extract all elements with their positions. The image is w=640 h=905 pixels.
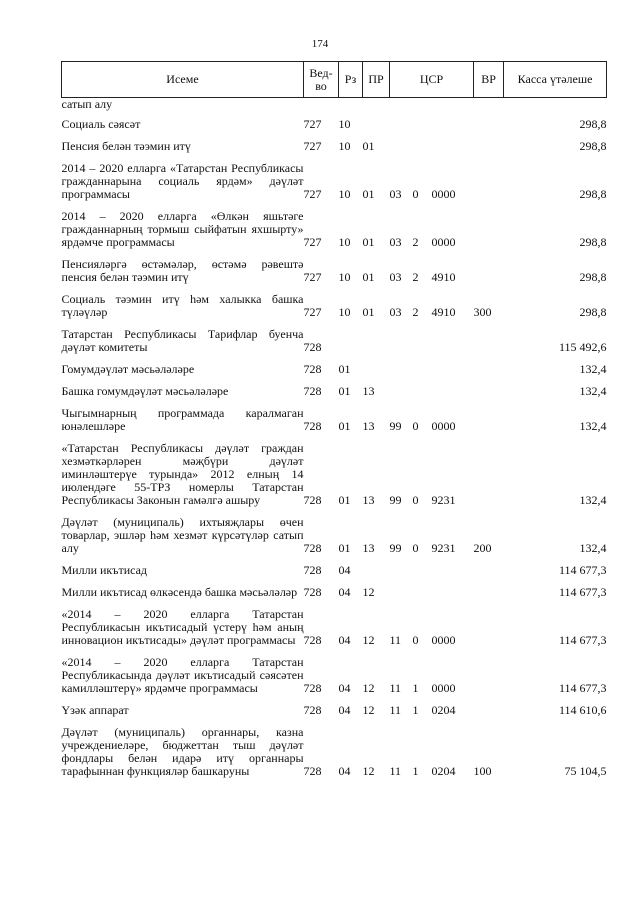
page-number: 174: [311, 38, 329, 50]
row-csr-program: 03: [389, 270, 402, 284]
row-ved: 728: [303, 681, 322, 695]
row-pr: [363, 98, 390, 112]
row-ved: 728: [303, 340, 322, 354]
header-rz: Рз: [339, 62, 363, 98]
row-pr: 13: [362, 384, 375, 398]
row-csr-subprogram: [413, 133, 432, 155]
row-sum: [504, 98, 607, 112]
header-ved: Вед-во: [304, 62, 339, 98]
row-rz: 04: [338, 633, 351, 647]
row-vr: [474, 356, 504, 378]
row-sum: 298,8: [579, 187, 607, 201]
row-vr: [474, 321, 504, 356]
row-vr: [474, 400, 504, 435]
row-vr: [474, 98, 504, 112]
row-csr-program: 03: [389, 187, 402, 201]
row-ved: 728: [303, 493, 322, 507]
row-csr-direction: [432, 133, 474, 155]
row-csr-program: [390, 321, 413, 356]
table-row: [62, 435, 607, 509]
row-csr-direction: [432, 98, 474, 112]
row-name: Чыгымнарның программада каралмаган юнәлешләре: [61, 406, 304, 433]
row-csr-subprogram: 0: [412, 187, 419, 201]
header-row: [62, 62, 607, 98]
row-name: 2014 – 2020 елларга «Өлкән яшьтәге гражданнарның тормыш сыйфатын яхшырту» ярдәмче программасы: [61, 209, 304, 249]
row-name: Милли икътисад: [61, 563, 148, 577]
row-csr-program: [390, 579, 413, 601]
table-row: [62, 251, 607, 286]
row-csr-program: [390, 557, 413, 579]
row-csr-program: 11: [389, 703, 402, 717]
row-rz: 10: [338, 235, 351, 249]
row-rz: 04: [338, 681, 351, 695]
row-rz: [339, 321, 363, 356]
row-sum: 132,4: [579, 362, 607, 376]
row-name: Социаль сәясәт: [61, 117, 141, 131]
row-vr: [474, 378, 504, 400]
row-csr-subprogram: [413, 356, 432, 378]
row-csr-subprogram: [413, 321, 432, 356]
row-csr-program: 99: [389, 419, 402, 433]
row-name: Милли икътисад өлкәсендә башка мәсьәләләр: [61, 585, 298, 599]
row-sum: 132,4: [579, 384, 607, 398]
row-vr: [474, 697, 504, 719]
row-vr: 200: [473, 541, 492, 555]
row-pr: 12: [362, 681, 375, 695]
row-sum: 132,4: [579, 493, 607, 507]
row-csr-subprogram: [413, 557, 432, 579]
table-row: [62, 98, 607, 112]
row-ved: 727: [303, 139, 322, 153]
row-rz: 01: [338, 362, 351, 376]
row-name: Татарстан Республикасы Тарифлар буенча дәүләт комитеты: [61, 327, 304, 354]
row-ved: 727: [303, 305, 322, 319]
row-pr: 01: [362, 305, 375, 319]
row-name: «Татарстан Республикасы дәүләт граждан хезмәткәрләрен мәҗбүри дәүләт иминләштерүе турында» 2012 елның 14 июлендәге 55-ТРЗ номерлы Татарстан Республикасы Законын гамәлгә ашыру: [61, 441, 304, 507]
row-rz: 04: [338, 585, 351, 599]
row-csr-direction: 0204: [431, 703, 456, 717]
row-rz: 10: [338, 270, 351, 284]
row-csr-direction: [432, 321, 474, 356]
row-csr-program: [390, 356, 413, 378]
row-vr: [474, 435, 504, 509]
table-row: [62, 133, 607, 155]
row-ved: 727: [303, 187, 322, 201]
row-name: Башка гомумдәүләт мәсьәләләре: [61, 384, 229, 398]
row-ved: 728: [303, 362, 322, 376]
row-pr: 01: [362, 270, 375, 284]
row-vr: [474, 155, 504, 203]
row-pr: 13: [362, 493, 375, 507]
table-row: [62, 378, 607, 400]
row-ved: [304, 98, 339, 112]
row-pr: [363, 321, 390, 356]
row-vr: 300: [473, 305, 492, 319]
row-csr-program: [390, 378, 413, 400]
row-csr-program: 11: [389, 633, 402, 647]
row-csr-subprogram: 1: [412, 681, 419, 695]
row-csr-subprogram: 2: [412, 305, 419, 319]
row-pr: 01: [362, 235, 375, 249]
header-pr: ПР: [363, 62, 390, 98]
row-csr-subprogram: 1: [412, 764, 419, 778]
row-ved: 728: [303, 563, 322, 577]
row-ved: 728: [303, 633, 322, 647]
table-row: [62, 286, 607, 321]
row-sum: 298,8: [579, 235, 607, 249]
row-rz: 01: [338, 493, 351, 507]
row-csr-program: 11: [389, 764, 402, 778]
table-row: [62, 509, 607, 557]
row-vr: [474, 579, 504, 601]
row-sum: 115 492,6: [558, 340, 607, 354]
row-rz: 10: [338, 305, 351, 319]
row-ved: 728: [303, 585, 322, 599]
row-name: Пенсияләргә өстәмәләр, өстәмә рәвештә пенсия белән тәэмин итү: [61, 257, 304, 284]
row-rz: [339, 98, 363, 112]
row-csr-direction: 0000: [431, 633, 456, 647]
table-row: [62, 155, 607, 203]
row-csr-direction: 0000: [431, 187, 456, 201]
row-ved: 727: [303, 235, 322, 249]
row-name: Дәүләт (муниципаль) органнары, казна учреждениеләре, бюджеттан тыш дәүләт фондлары белән идарә итү органнары тарафыннан функцияләр башкаруны: [61, 725, 304, 778]
row-pr: 13: [362, 419, 375, 433]
row-csr-program: [390, 133, 413, 155]
row-vr: [474, 133, 504, 155]
table-row: [62, 400, 607, 435]
row-vr: [474, 111, 504, 133]
row-csr-subprogram: [413, 111, 432, 133]
row-csr-program: 99: [389, 541, 402, 555]
row-vr: [474, 649, 504, 697]
row-vr: 100: [473, 764, 492, 778]
row-ved: 728: [303, 703, 322, 717]
row-rz: 10: [338, 187, 351, 201]
row-csr-direction: 0204: [431, 764, 456, 778]
table-row: [62, 579, 607, 601]
row-ved: 728: [303, 764, 322, 778]
row-ved: 728: [303, 384, 322, 398]
row-csr-direction: [432, 111, 474, 133]
table-row: [62, 697, 607, 719]
row-csr-subprogram: 2: [412, 270, 419, 284]
row-pr: [363, 111, 390, 133]
row-csr-subprogram: 0: [412, 633, 419, 647]
row-csr-program: 03: [389, 305, 402, 319]
row-rz: 01: [338, 384, 351, 398]
row-rz: 04: [338, 764, 351, 778]
row-csr-direction: 4910: [431, 305, 456, 319]
row-rz: 04: [338, 563, 351, 577]
table-row: [62, 321, 607, 356]
row-ved: 728: [303, 541, 322, 555]
row-rz: 10: [338, 139, 351, 153]
row-csr-direction: [432, 378, 474, 400]
table-row: [62, 557, 607, 579]
row-csr-direction: [432, 579, 474, 601]
row-name: Үзәк аппарат: [61, 703, 129, 717]
row-pr: 01: [362, 187, 375, 201]
row-sum: 298,8: [579, 305, 607, 319]
header-name: Исеме: [62, 62, 304, 98]
table-row: [62, 649, 607, 697]
row-csr-program: [390, 98, 413, 112]
table-row: [62, 111, 607, 133]
row-pr: 01: [362, 139, 375, 153]
header-kassa: Касса үтәлеше: [504, 62, 607, 98]
row-sum: 114 677,3: [558, 585, 607, 599]
row-csr-program: 99: [389, 493, 402, 507]
row-sum: 114 677,3: [558, 563, 607, 577]
row-sum: 75 104,5: [564, 764, 607, 778]
row-pr: 12: [362, 633, 375, 647]
table-row: [62, 356, 607, 378]
row-sum: 114 610,6: [558, 703, 607, 717]
row-csr-subprogram: 0: [412, 541, 419, 555]
row-vr: [474, 601, 504, 649]
row-csr-subprogram: [413, 378, 432, 400]
row-sum: 298,8: [579, 139, 607, 153]
row-sum: 132,4: [579, 419, 607, 433]
row-name: сатып алу: [61, 97, 113, 111]
row-sum: 298,8: [579, 117, 607, 131]
row-pr: 12: [362, 585, 375, 599]
row-name: «2014 – 2020 елларга Татарстан Республикасын икътисадый үстерү һәм аның инновацион икътисады» дәүләт программасы: [61, 607, 304, 647]
row-pr: 12: [362, 764, 375, 778]
row-sum: 298,8: [579, 270, 607, 284]
row-csr-subprogram: [413, 579, 432, 601]
row-csr-direction: 9231: [431, 541, 456, 555]
row-ved: 727: [303, 270, 322, 284]
row-name: Гомумдәүләт мәсьәләләре: [61, 362, 195, 376]
row-rz: 01: [338, 541, 351, 555]
row-ved: 727: [303, 117, 322, 131]
row-sum: 114 677,3: [558, 681, 607, 695]
row-csr-subprogram: 0: [412, 419, 419, 433]
row-name: «2014 – 2020 елларга Татарстан Республикасында дәүләт икътисадый сәясәтен камилләштерү» ярдәмче программасы: [61, 655, 304, 695]
row-csr-subprogram: 0: [412, 493, 419, 507]
row-rz: 04: [338, 703, 351, 717]
header-csr: ЦСР: [390, 62, 474, 98]
row-csr-subprogram: 2: [412, 235, 419, 249]
row-pr: 13: [362, 541, 375, 555]
row-csr-program: 11: [389, 681, 402, 695]
row-pr: [363, 356, 390, 378]
row-csr-direction: 0000: [431, 681, 456, 695]
row-csr-program: 03: [389, 235, 402, 249]
row-ved: 728: [303, 419, 322, 433]
row-vr: [474, 557, 504, 579]
header-vr: ВР: [474, 62, 504, 98]
table-row: [62, 203, 607, 251]
row-csr-direction: 0000: [431, 419, 456, 433]
row-csr-direction: 9231: [431, 493, 456, 507]
row-csr-subprogram: [413, 98, 432, 112]
row-name: Дәүләт (муниципаль) ихтыяҗлары өчен товарлар, эшләр һәм хезмәт күрсәтүләр сатып алу: [61, 515, 304, 555]
row-vr: [474, 251, 504, 286]
row-name: Социаль тәэмин итү һәм халыкка башка түләүләр: [61, 292, 304, 319]
table-row: [62, 601, 607, 649]
row-csr-direction: [432, 557, 474, 579]
row-pr: [363, 557, 390, 579]
row-csr-subprogram: 1: [412, 703, 419, 717]
row-csr-direction: 4910: [431, 270, 456, 284]
row-csr-program: [390, 111, 413, 133]
row-csr-direction: [432, 356, 474, 378]
table-row: [62, 719, 607, 780]
row-sum: 114 677,3: [558, 633, 607, 647]
row-name: Пенсия белән тәэмин итү: [61, 139, 191, 153]
row-sum: 132,4: [579, 541, 607, 555]
row-rz: 01: [338, 419, 351, 433]
row-vr: [474, 203, 504, 251]
budget-table: [61, 61, 607, 780]
row-rz: 10: [338, 117, 351, 131]
row-name: 2014 – 2020 елларга «Татарстан Республикасы гражданнарына социаль ярдәм» дәүләт программасы: [61, 161, 304, 201]
row-pr: 12: [362, 703, 375, 717]
row-csr-direction: 0000: [431, 235, 456, 249]
